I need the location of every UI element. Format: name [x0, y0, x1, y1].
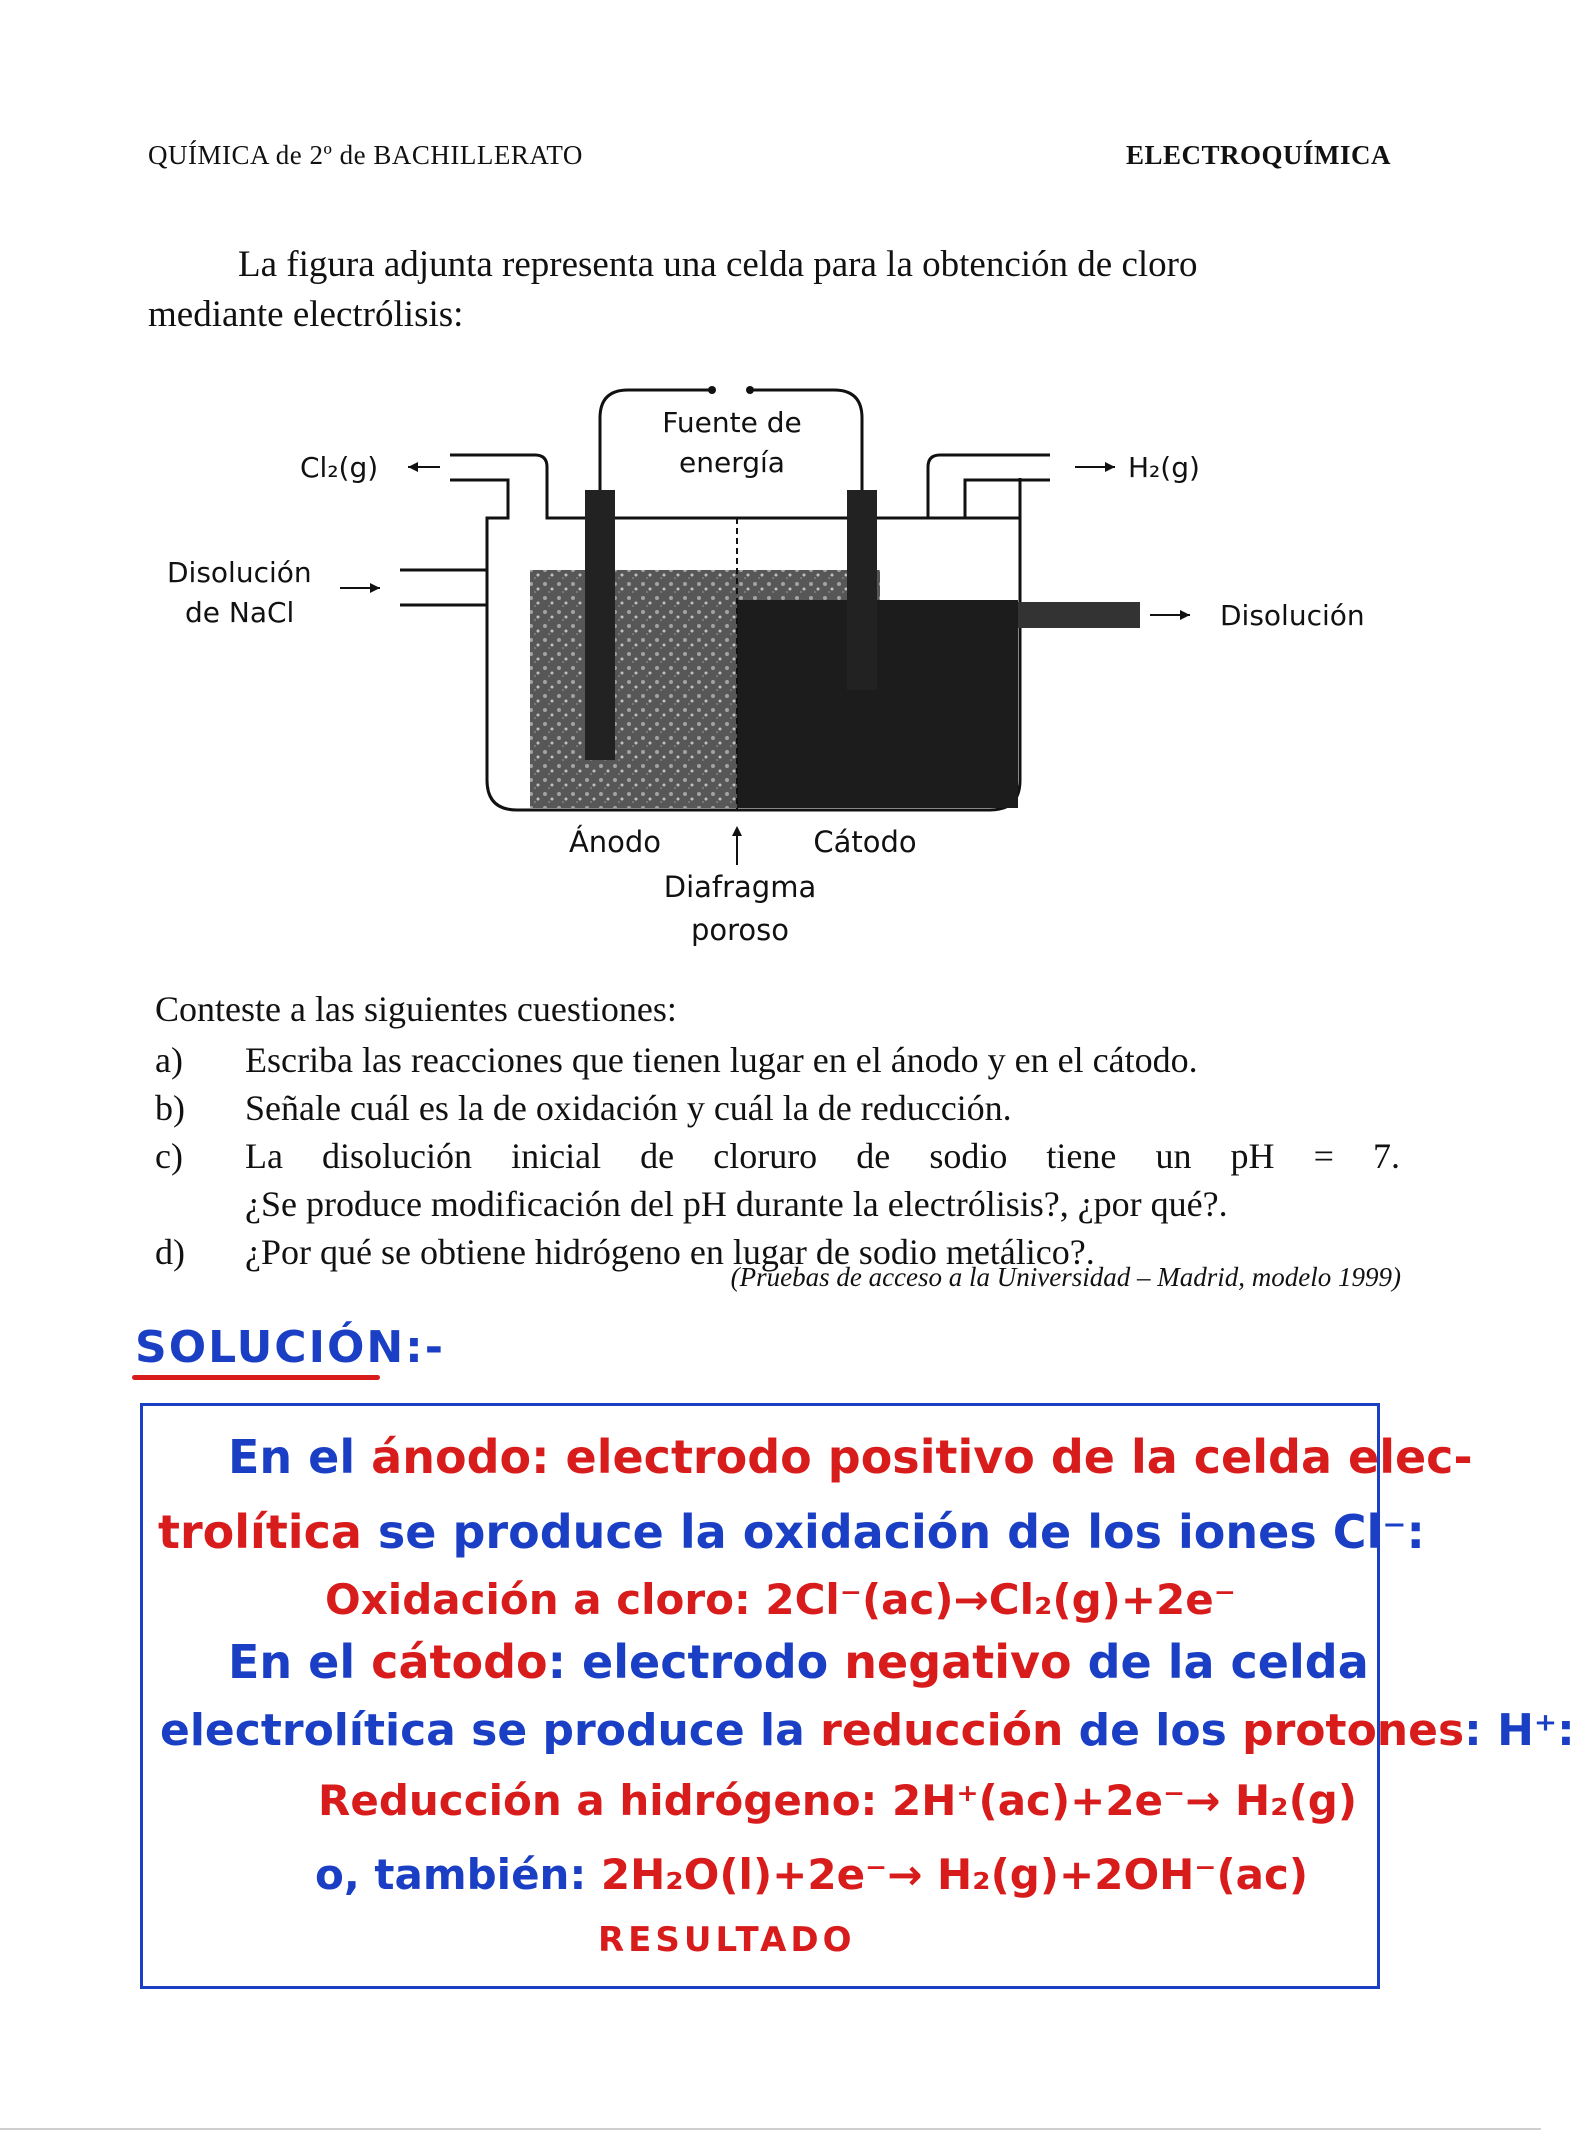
header-topic: ELECTROQUÍMICA — [1125, 140, 1391, 170]
hw-text: electrolítica se produce la — [160, 1705, 805, 1756]
question-text: Señale cuál es la de oxidación y cuál la de reducción. — [245, 1088, 1012, 1128]
nacl-label-1: Disolución — [167, 556, 312, 589]
question-text-line-1: La disolución inicial de cloruro de sodio tiene un pH = 7. — [245, 1136, 1400, 1176]
hw-text: se produce la oxidación de los iones Cl⁻: — [377, 1505, 1425, 1559]
cell-lid — [547, 478, 1020, 518]
hw-text: trolítica — [158, 1505, 362, 1559]
terminal-dot-left — [708, 386, 716, 394]
cathode-electrode — [847, 490, 877, 690]
h2-pipe-bottom — [965, 480, 1050, 518]
solution-line-3: Oxidación a cloro: 2Cl⁻(ac)→Cl₂(g)+2e⁻ — [325, 1575, 1236, 1624]
hw-text: En el — [228, 1635, 356, 1689]
h2-pipe-top — [928, 455, 1050, 518]
solution-line-6: Reducción a hidrógeno: 2H⁺(ac)+2e⁻→ H₂(g) — [318, 1776, 1358, 1825]
solution-title: SOLUCIÓN:- — [135, 1322, 446, 1373]
outlet-label: Disolución — [1220, 599, 1365, 632]
hw-text: de la celda elec- — [1050, 1430, 1473, 1484]
hw-text: de los — [1078, 1705, 1227, 1756]
source-citation: (Pruebas de acceso a la Universidad – Madrid, modelo 1999) — [730, 1262, 1401, 1292]
question-item — [155, 1132, 1400, 1228]
question-text: Escriba las reacciones que tienen lugar en el ánodo y en el cátodo. — [245, 1040, 1198, 1080]
solution-line-2 — [158, 1505, 1425, 1559]
solution-title-underline — [132, 1375, 380, 1380]
questions-list — [155, 1036, 1400, 1276]
hw-text: positivo — [827, 1430, 1035, 1484]
hw-text: 2H₂O(l)+2e⁻→ H₂(g)+2OH⁻(ac) — [600, 1850, 1309, 1899]
solution-line-4 — [228, 1635, 1369, 1689]
anode-electrode — [585, 490, 615, 760]
cl2-label: Cl₂(g) — [300, 451, 379, 484]
diaphragm-label-1: Diafragma — [663, 870, 817, 904]
header-subject: QUÍMICA de 2º de BACHILLERATO — [148, 140, 583, 170]
power-label-2: energía — [679, 446, 785, 479]
diaphragm-arrowhead — [732, 826, 742, 836]
page-bottom-edge — [0, 2128, 1541, 2130]
h2-arrowhead — [1105, 462, 1115, 472]
question-letter: a) — [155, 1040, 183, 1080]
anode-label: Ánodo — [568, 825, 662, 859]
hw-text: : H⁺: — [1464, 1705, 1575, 1756]
hw-text: protones — [1242, 1705, 1465, 1756]
cathode-solution — [737, 600, 1018, 808]
intro-paragraph — [148, 240, 1393, 340]
solution-line-7 — [315, 1850, 1308, 1899]
hw-text: ánodo — [371, 1430, 532, 1484]
intro-line-2: mediante electrólisis: — [148, 294, 464, 335]
diaphragm-label-2: poroso — [690, 913, 790, 947]
hw-text: : — [531, 1430, 550, 1484]
question-item — [155, 1036, 1400, 1084]
solution-line-1 — [228, 1430, 1473, 1484]
cl2-pipe-top — [450, 455, 547, 518]
question-letter: c) — [155, 1136, 183, 1176]
terminal-dot-right — [746, 386, 754, 394]
question-text — [245, 1132, 1400, 1228]
question-text-line-2: ¿Se produce modificación del pH durante la electrólisis?, ¿por qué?. — [245, 1184, 1228, 1224]
questions-intro: Conteste a las siguientes cuestiones: — [155, 989, 677, 1029]
nacl-label-2: de NaCl — [185, 596, 295, 629]
cl2-pipe-bottom — [450, 480, 508, 540]
outlet-arrowhead — [1180, 610, 1190, 620]
electrolysis-cell-diagram — [150, 370, 1390, 960]
h2-label: H₂(g) — [1128, 451, 1200, 484]
solution-line-5 — [160, 1705, 1575, 1756]
hw-text: electrodo — [582, 1635, 829, 1689]
hw-text: o, también: — [315, 1850, 587, 1899]
solution-box — [140, 1403, 1380, 1989]
question-letter: b) — [155, 1088, 185, 1128]
solution-result: RESULTADO — [598, 1920, 856, 1960]
question-item — [155, 1084, 1400, 1132]
cl2-arrowhead — [408, 462, 418, 472]
hw-text: En el — [228, 1430, 356, 1484]
hw-text: electrodo — [565, 1430, 812, 1484]
hw-text: cátodo — [371, 1635, 548, 1689]
question-text: ¿Por qué se obtiene hidrógeno en lugar de sodio metálico?. — [245, 1232, 1095, 1272]
nacl-arrowhead — [370, 583, 380, 593]
cathode-label: Cátodo — [813, 825, 917, 859]
hw-text: : — [547, 1635, 567, 1689]
power-label-1: Fuente de — [662, 406, 802, 439]
hw-text: reducción — [820, 1705, 1064, 1756]
hw-text: de la celda — [1087, 1635, 1369, 1689]
hw-text: negativo — [844, 1635, 1072, 1689]
question-letter: d) — [155, 1232, 185, 1272]
intro-line-1: La figura adjunta representa una celda para la obtención de cloro — [238, 244, 1198, 285]
outlet-solution-pipe — [1018, 602, 1140, 628]
